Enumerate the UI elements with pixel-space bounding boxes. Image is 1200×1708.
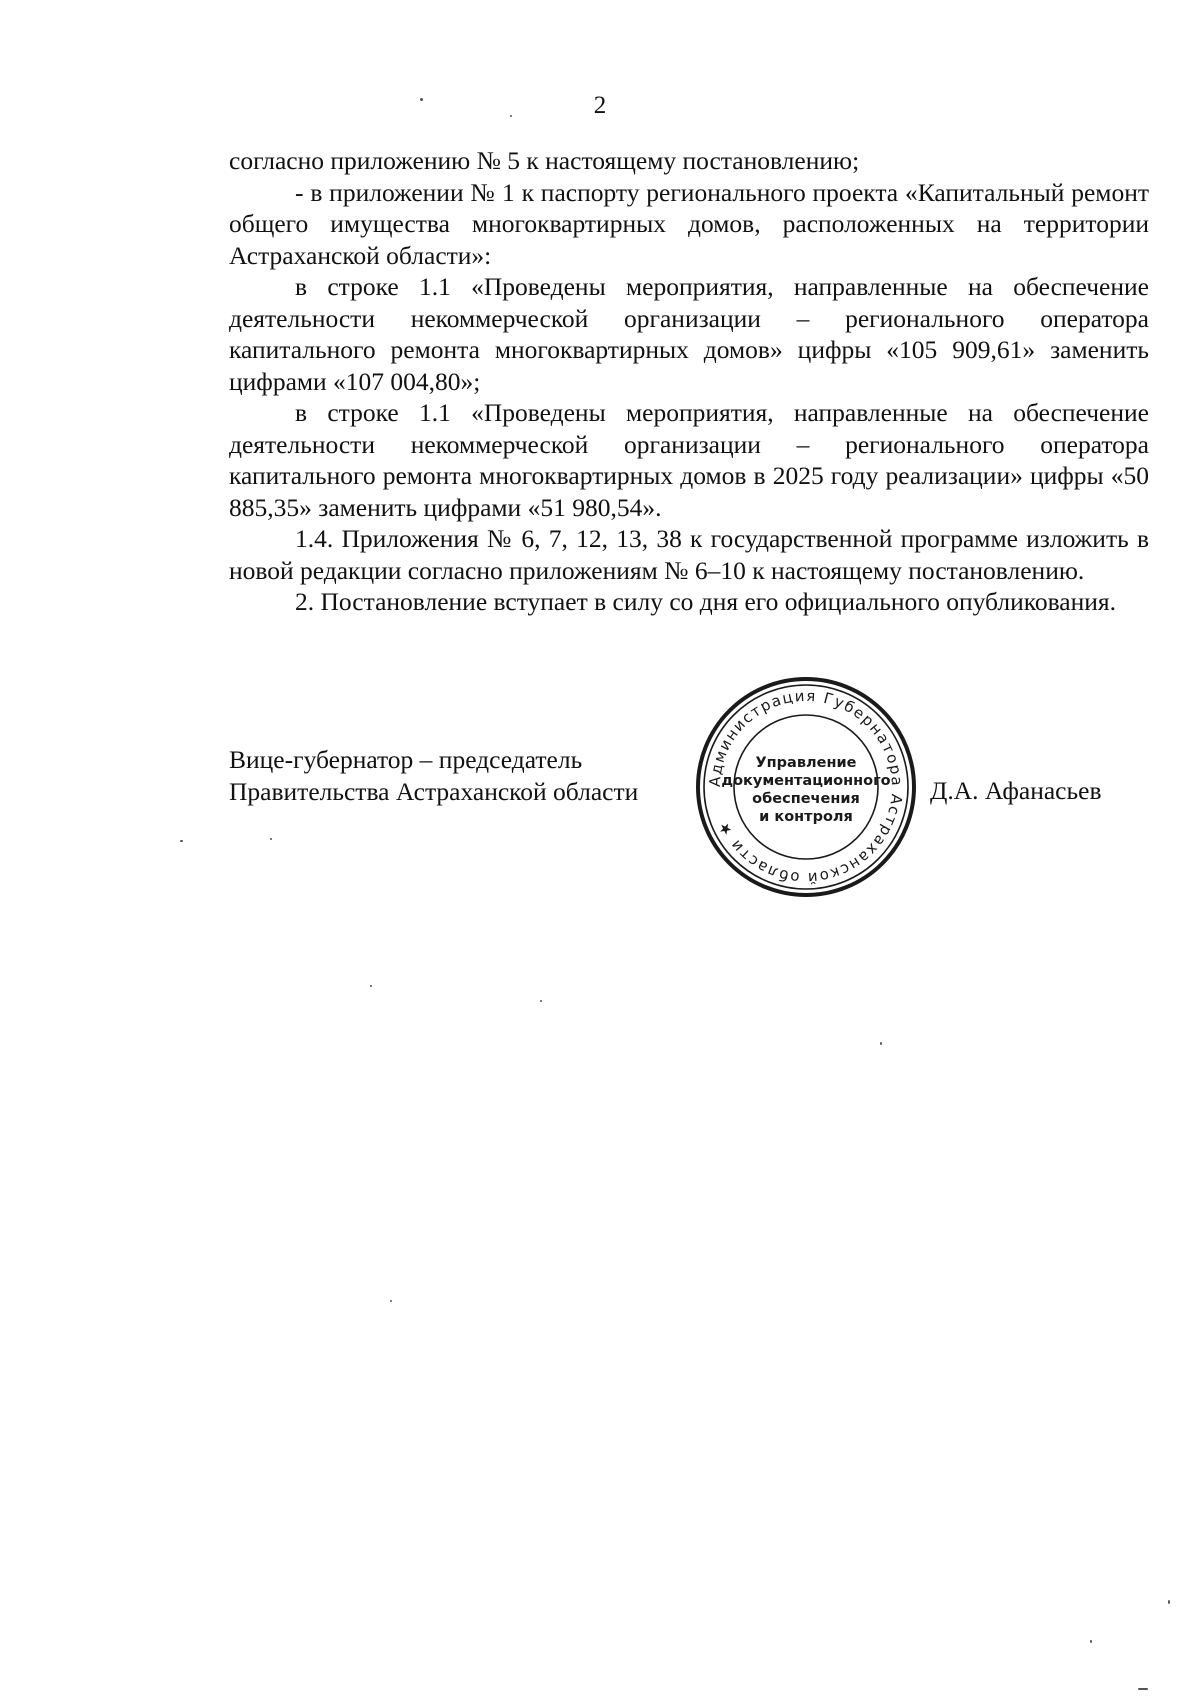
- seal-center-line: Управление: [755, 755, 857, 771]
- scan-speck: [880, 1042, 882, 1045]
- scan-speck: [510, 115, 512, 117]
- seal-ring-text: Администрация Губернатора Астраханской области ★: [705, 686, 907, 888]
- document-body: [229, 145, 1149, 618]
- scan-speck: [180, 840, 183, 842]
- paragraph: - в приложении № 1 к паспорту регионального проекта «Капитальный ремонт общего имущества многоквартирных домов, расположенных на территории Астраханской области»:: [229, 177, 1149, 270]
- scan-speck: [540, 1000, 542, 1002]
- seal-center-text: [721, 755, 890, 825]
- signatory-position-line: Вице-губернатор – председатель: [229, 745, 583, 774]
- seal-center-line: обеспечения: [752, 791, 860, 807]
- paragraph: в строке 1.1 «Проведены мероприятия, направленные на обеспечение деятельности некоммерческой организации – регионального оператора капитального ремонта многоквартирных домов в 2025 году реализации» цифры «50 885,35» заменить цифрами «51 980,54».: [229, 398, 1149, 522]
- signatory-name: Д.А. Афанасьев: [930, 776, 1102, 805]
- scan-speck: [390, 1300, 392, 1302]
- seal-graphic: [694, 675, 918, 899]
- seal-center-line: и контроля: [759, 809, 853, 825]
- paragraph: в строке 1.1 «Проведены мероприятия, направленные на обеспечение деятельности некоммерческой организации – регионального оператора капитального ремонта многоквартирных домов» цифры «105 909,61» заменить цифрами «107 004,80»;: [229, 272, 1149, 396]
- paragraph: согласно приложению № 5 к настоящему постановлению;: [229, 146, 860, 175]
- seal-center-line: документационного: [721, 773, 891, 789]
- official-seal: [694, 675, 918, 899]
- scan-speck: [1168, 1600, 1170, 1604]
- scan-speck: [1138, 1688, 1148, 1690]
- paragraph: 1.4. Приложения № 6, 7, 12, 13, 38 к государственной программе изложить в новой редакции согласно приложениям № 6–10 к настоящему постановлению.: [229, 524, 1149, 585]
- signatory-position-line: Правительства Астраханской области: [229, 776, 639, 806]
- scan-speck: [270, 838, 272, 840]
- paragraph: 2. Постановление вступает в силу со дня его официального опубликования.: [295, 587, 1116, 616]
- scan-speck: [370, 985, 372, 987]
- signatory-position: [229, 744, 638, 807]
- page-number: 2: [593, 92, 607, 119]
- scan-speck: [1090, 1640, 1092, 1643]
- scan-speck: [420, 98, 423, 101]
